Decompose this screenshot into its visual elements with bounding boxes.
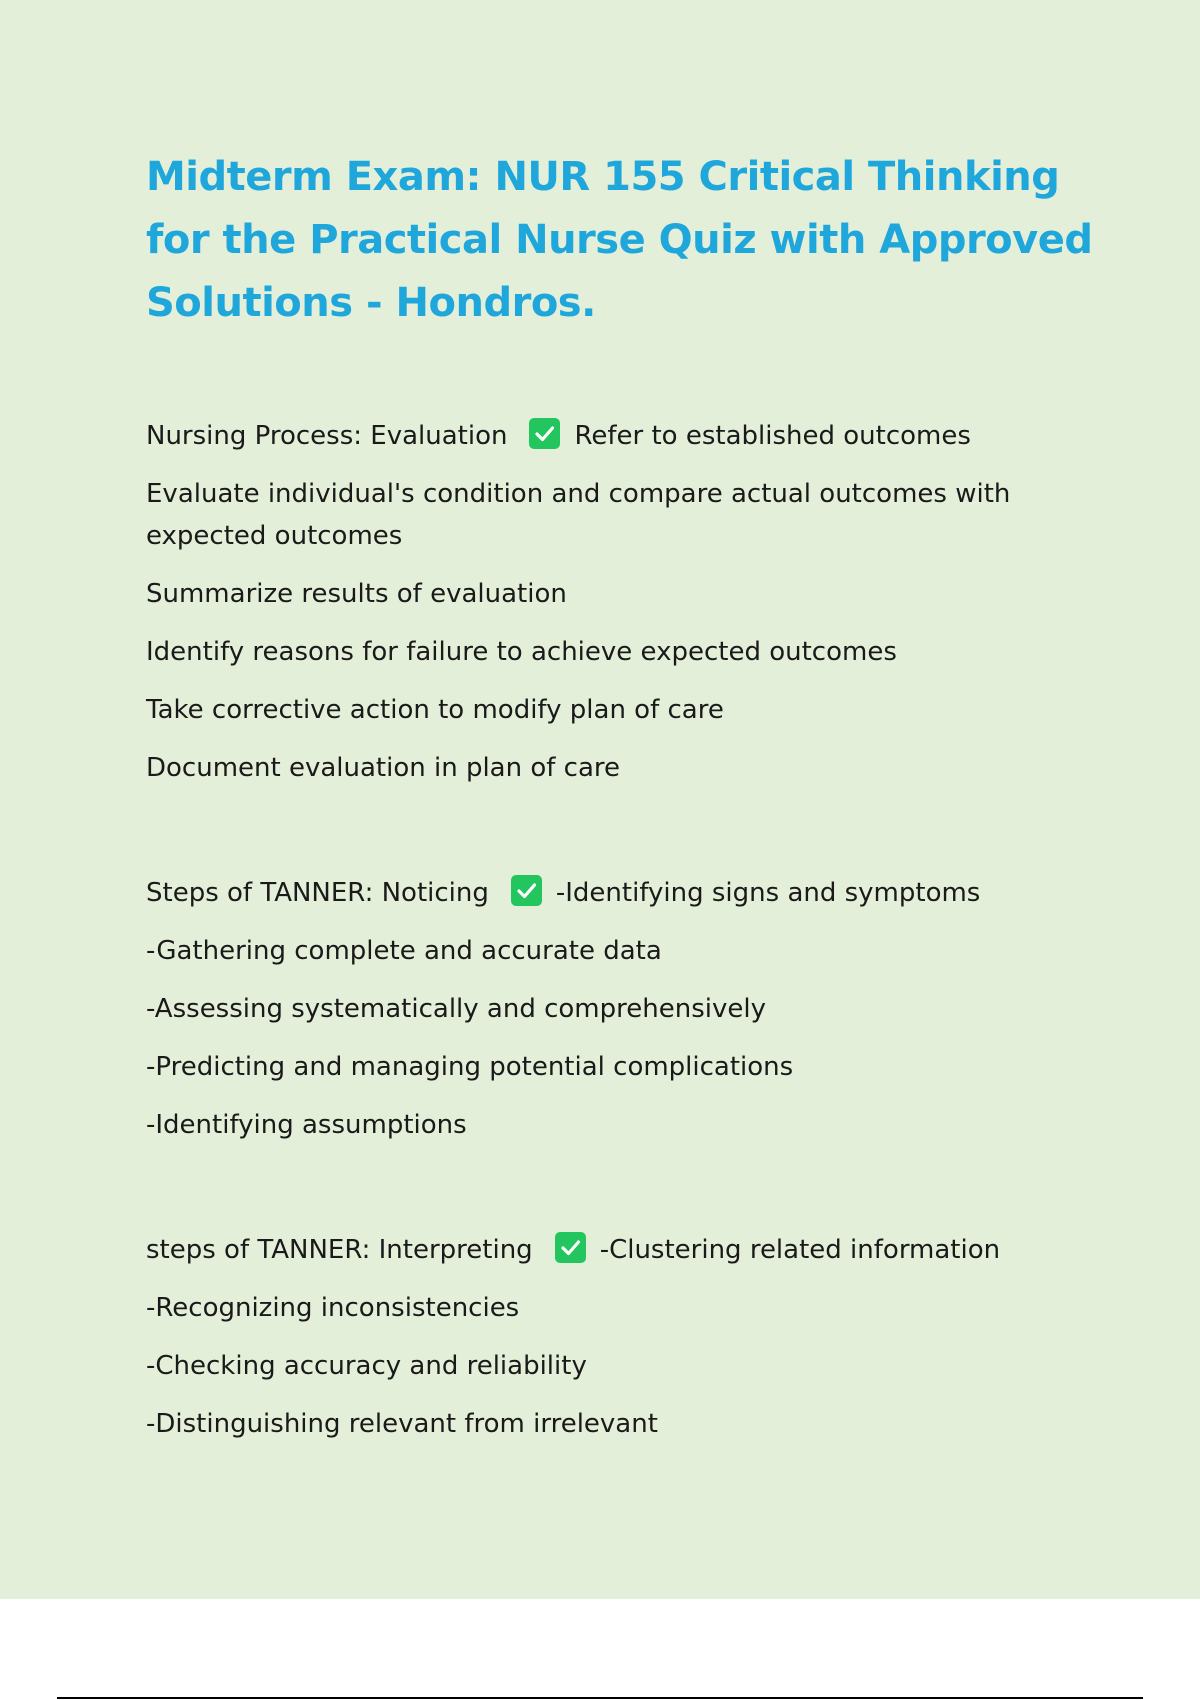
question-text: steps of TANNER: Interpreting [146, 1235, 533, 1265]
answer-line: Identify reasons for failure to achieve expected outcomes [146, 637, 897, 667]
answer-line: Summarize results of evaluation [146, 579, 567, 609]
answer-first-line: -Identifying signs and symptoms [555, 878, 981, 908]
check-mark-icon [529, 418, 560, 449]
answer-line: Document evaluation in plan of care [146, 753, 621, 783]
question-line [146, 872, 1106, 914]
question-line [146, 415, 1106, 457]
answer-line: -Gathering complete and accurate data [146, 936, 662, 966]
answer-line: -Predicting and managing potential complications [146, 1052, 794, 1082]
footer-divider [57, 1697, 1143, 1699]
answer-line: Take corrective action to modify plan of care [146, 695, 724, 725]
qa-block [146, 415, 1106, 789]
answer-line: -Distinguishing relevant from irrelevant [146, 1409, 658, 1439]
answer-line: -Recognizing inconsistencies [146, 1293, 520, 1323]
qa-block [146, 872, 1106, 1146]
question-line [146, 1229, 1106, 1271]
check-mark-icon [555, 1232, 586, 1263]
answer-first-line: -Clustering related information [599, 1235, 1001, 1265]
answer-line: -Checking accuracy and reliability [146, 1351, 587, 1381]
answer-line: Evaluate individual's condition and compare actual outcomes with expected outcomes [146, 479, 1011, 551]
answer-line: -Identifying assumptions [146, 1110, 467, 1140]
document-title: Midterm Exam: NUR 155 Critical Thinking for the Practical Nurse Quiz with Approved Solutions - Hondros. [146, 154, 1093, 326]
answer-first-line: Refer to established outcomes [574, 421, 971, 451]
question-text: Nursing Process: Evaluation [146, 421, 508, 451]
check-mark-icon [511, 875, 542, 906]
answer-line: -Assessing systematically and comprehensively [146, 994, 766, 1024]
question-text: Steps of TANNER: Noticing [146, 878, 489, 908]
qa-block [146, 1229, 1106, 1445]
